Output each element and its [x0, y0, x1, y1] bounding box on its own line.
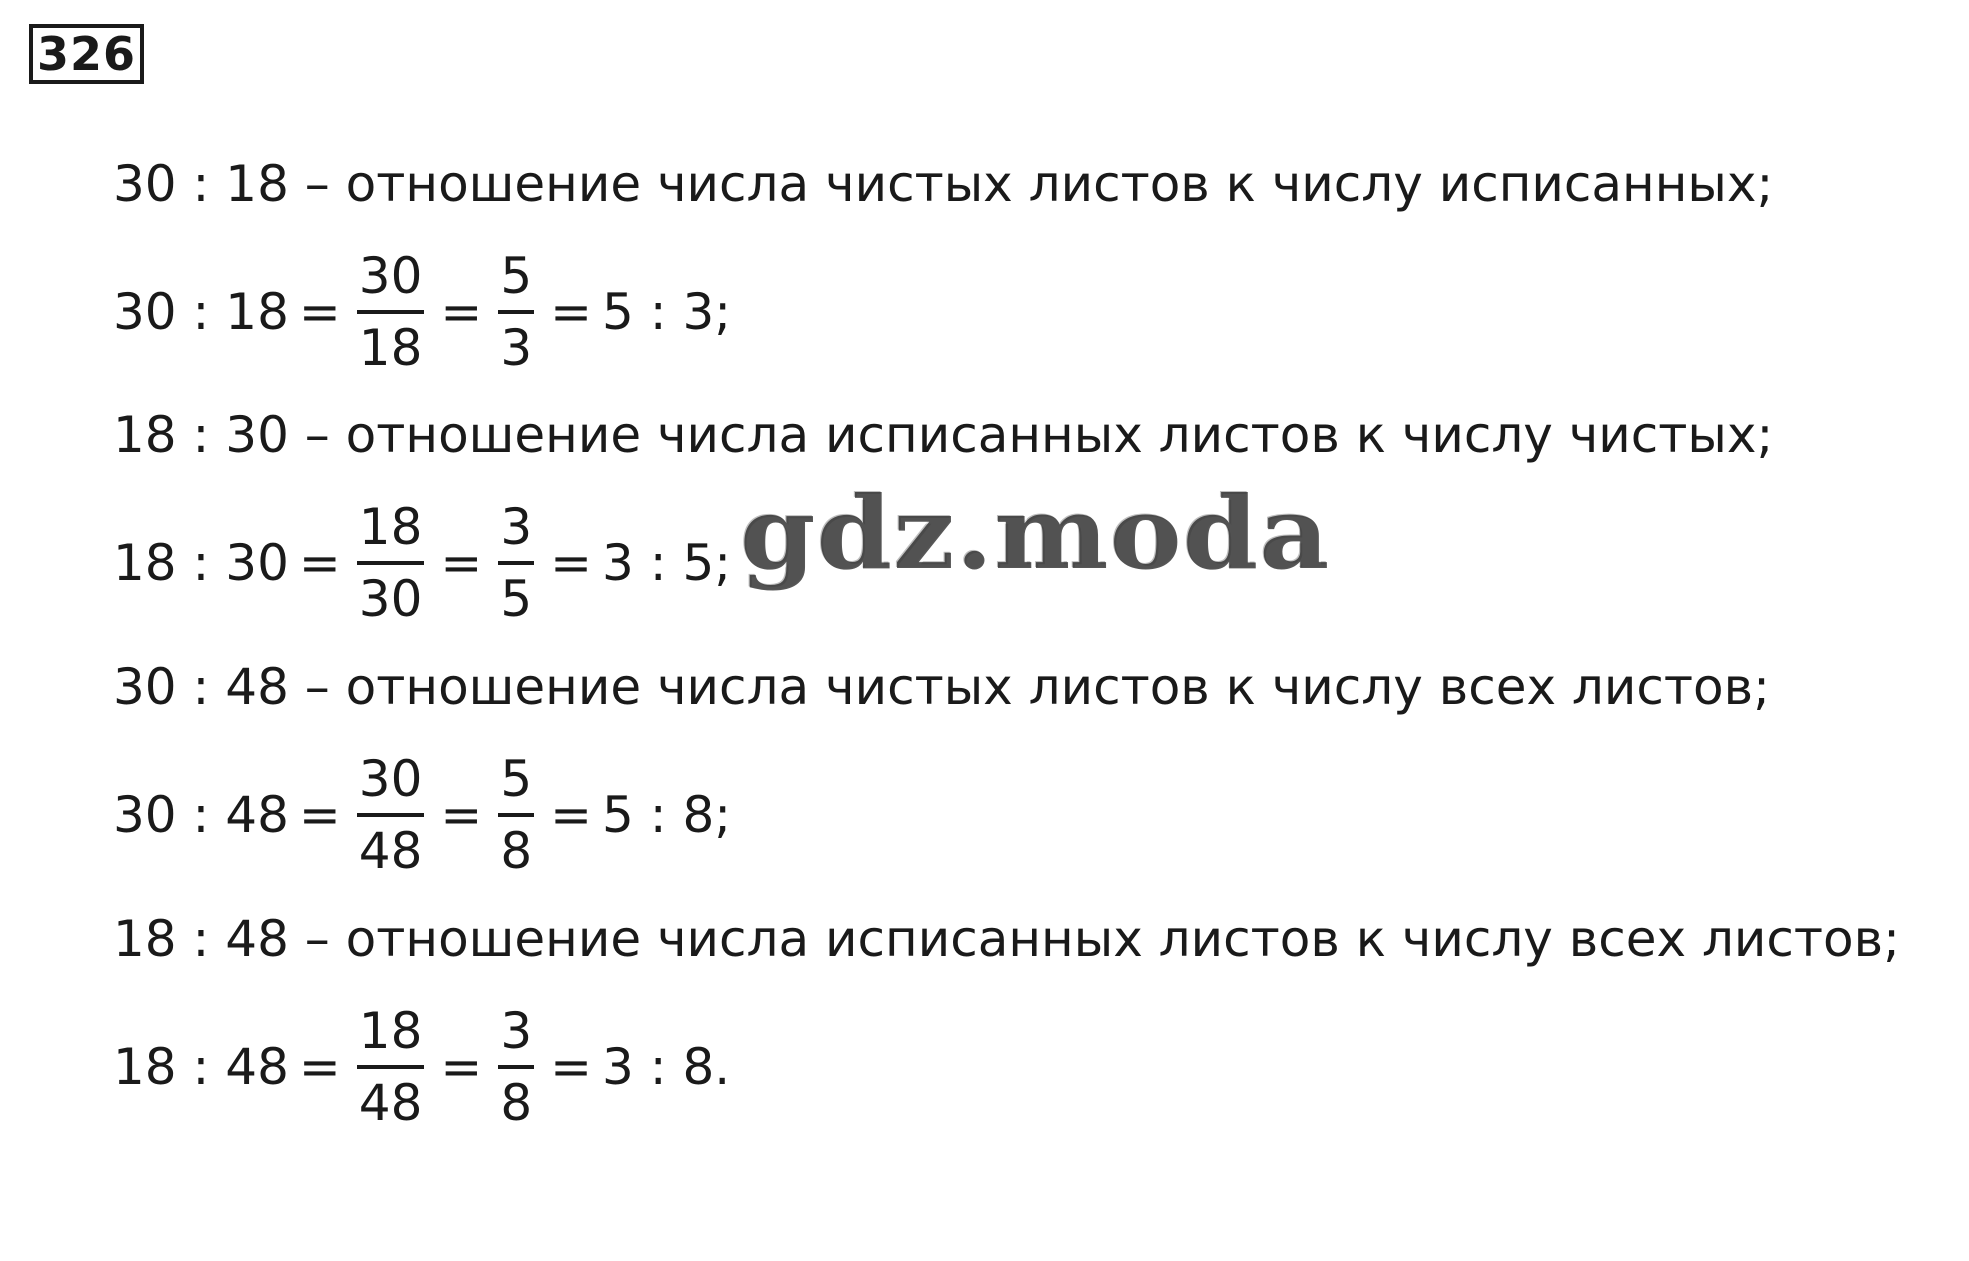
fraction-denominator: 5 — [500, 570, 533, 628]
equation-1 — [113, 244, 731, 380]
fraction — [357, 749, 425, 881]
equals-sign: = — [440, 786, 483, 844]
watermark: gdz.moda — [740, 474, 1331, 592]
fraction — [498, 246, 534, 378]
equation-2 — [113, 495, 731, 631]
equation-3-lhs: 30 : 48 — [113, 786, 289, 844]
fraction-denominator: 48 — [358, 1074, 423, 1132]
equals-sign: = — [550, 786, 593, 844]
equals-sign: = — [440, 1038, 483, 1096]
equation-4 — [113, 999, 730, 1135]
fraction-denominator: 8 — [500, 1074, 533, 1132]
equation-1-lhs: 30 : 18 — [113, 283, 289, 341]
fraction-numerator: 5 — [500, 247, 533, 305]
statement-line-3: 30 : 48 – отношение числа чистых листов к числу всех листов; — [113, 658, 1770, 716]
fraction-bar — [498, 310, 534, 314]
equals-sign: = — [298, 534, 341, 592]
equation-2-rhs: 3 : 5; — [602, 534, 732, 592]
equation-3 — [113, 747, 731, 883]
fraction-bar — [498, 1065, 534, 1069]
equation-3-rhs: 5 : 8; — [602, 786, 732, 844]
fraction-bar — [498, 561, 534, 565]
equals-sign: = — [550, 534, 593, 592]
equals-sign: = — [440, 534, 483, 592]
equals-sign: = — [440, 283, 483, 341]
fraction-bar — [357, 813, 425, 817]
equation-2-lhs: 18 : 30 — [113, 534, 289, 592]
fraction-bar — [357, 561, 425, 565]
fraction — [498, 1001, 534, 1133]
fraction — [357, 497, 425, 629]
equals-sign: = — [298, 283, 341, 341]
equation-4-lhs: 18 : 48 — [113, 1038, 289, 1096]
fraction — [498, 497, 534, 629]
statement-line-2: 18 : 30 – отношение числа исписанных листов к числу чистых; — [113, 406, 1774, 464]
fraction-numerator: 5 — [500, 750, 533, 808]
fraction-numerator: 18 — [358, 498, 423, 556]
fraction-bar — [357, 310, 425, 314]
fraction-numerator: 3 — [500, 498, 533, 556]
statement-line-4: 18 : 48 – отношение числа исписанных листов к числу всех листов; — [113, 910, 1900, 968]
equals-sign: = — [550, 283, 593, 341]
problem-number: 326 — [29, 24, 144, 84]
fraction-bar — [357, 1065, 425, 1069]
fraction-numerator: 30 — [358, 750, 423, 808]
fraction-denominator: 8 — [500, 822, 533, 880]
fraction — [498, 749, 534, 881]
equals-sign: = — [298, 1038, 341, 1096]
fraction-bar — [498, 813, 534, 817]
equation-1-rhs: 5 : 3; — [602, 283, 732, 341]
equation-4-rhs: 3 : 8. — [602, 1038, 731, 1096]
fraction — [357, 246, 425, 378]
fraction — [357, 1001, 425, 1133]
fraction-numerator: 30 — [358, 247, 423, 305]
fraction-numerator: 18 — [358, 1002, 423, 1060]
fraction-numerator: 3 — [500, 1002, 533, 1060]
equals-sign: = — [550, 1038, 593, 1096]
fraction-denominator: 18 — [358, 319, 423, 377]
statement-line-1: 30 : 18 – отношение числа чистых листов к числу исписанных; — [113, 155, 1774, 213]
equals-sign: = — [298, 786, 341, 844]
fraction-denominator: 3 — [500, 319, 533, 377]
fraction-denominator: 48 — [358, 822, 423, 880]
fraction-denominator: 30 — [358, 570, 423, 628]
